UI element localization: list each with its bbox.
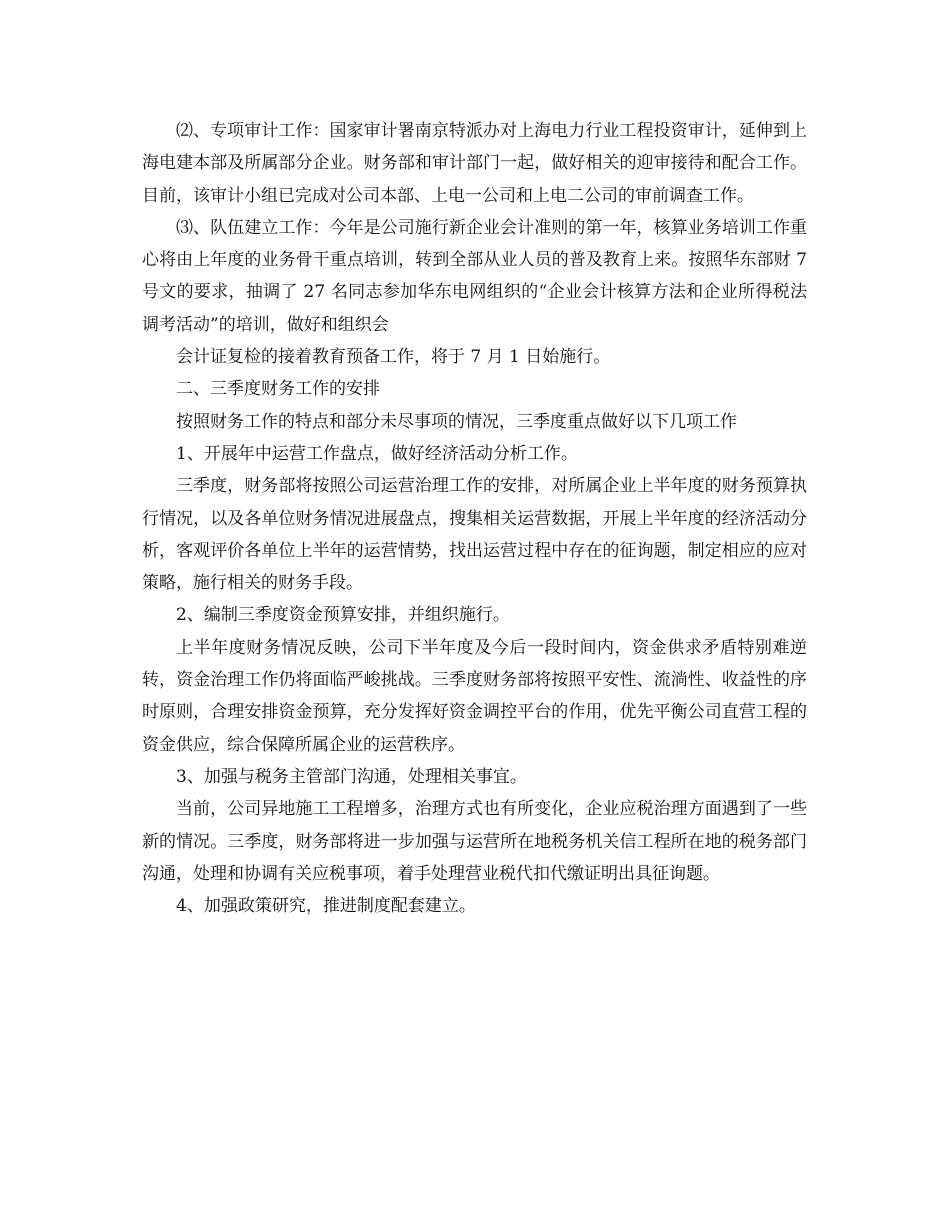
document-body — [142, 115, 807, 922]
paragraph-q3-intro: 按照财务工作的特点和部分未尽事项的情况，三季度重点做好以下几项工作 — [176, 411, 737, 432]
paragraph-item-3: 当前，公司异地施工工程增多，治理方式也有所变化，企业应税治理方面遇到了一些新的情况。三季度，财务部将进一步加强与运营所在地税务机关信工程所在地的税务部门沟通，处理和协调有关应税事项，着手处理营业税代扣代缴证明出具征询题。 — [142, 799, 807, 884]
item-heading-3: 3、加强与税务主管部门沟通，处理相关事宜。 — [176, 766, 527, 787]
item-heading-4: 4、加强政策研究，推进制度配套建立。 — [176, 896, 476, 917]
item-heading-2: 2、编制三季度资金预算安排，并组织施行。 — [176, 605, 510, 626]
item-heading-1: 1、开展年中运营工作盘点，做好经济活动分析工作。 — [176, 443, 578, 464]
paragraph-special-audit: ⑵、专项审计工作：国家审计署南京特派办对上海电力行业工程投资审计，延伸到上海电建本部及所属部分企业。财务部和审计部门一起，做好相关的迎审接待和配合工作。目前，该审计小组已完成对公司本部、上电一公司和上电二公司的审前调查工作。 — [142, 121, 807, 206]
section-heading-q3-arrangement: 二、三季度财务工作的安排 — [176, 379, 380, 400]
paragraph-team-building: ⑶、队伍建立工作：今年是公司施行新企业会计准则的第一年，核算业务培训工作重心将由上年度的业务骨干重点培训，转到全部从业人员的普及教育上来。按照华东部财 7 号文的要求，抽调了 27 名同志参加华东电网组织的“企业会计核算方法和企业所得税法调考活动”的培训，做好和组织会 — [142, 217, 807, 335]
paragraph-certificate-review: 会计证复检的接着教育预备工作，将于 7 月 1 日始施行。 — [176, 347, 611, 368]
paragraph-item-2: 上半年度财务情况反映，公司下半年度及今后一段时间内，资金供求矛盾特别难逆转，资金治理工作仍将面临严峻挑战。三季度财务部将按照平安性、流淌性、收益性的序时原则，合理安排资金预算，充分发挥好资金调控平台的作用，优先平衡公司直营工程的资金供应，综合保障所属企业的运营秩序。 — [142, 637, 807, 755]
paragraph-item-1: 三季度，财务部将按照公司运营治理工作的安排，对所属企业上半年度的财务预算执行情况，以及各单位财务情况进展盘点，搜集相关运营数据，开展上半年度的经济活动分析，客观评价各单位上半年的运营情势，找出运营过程中存在的征询题，制定相应的应对策略，施行相关的财务手段。 — [142, 476, 807, 594]
